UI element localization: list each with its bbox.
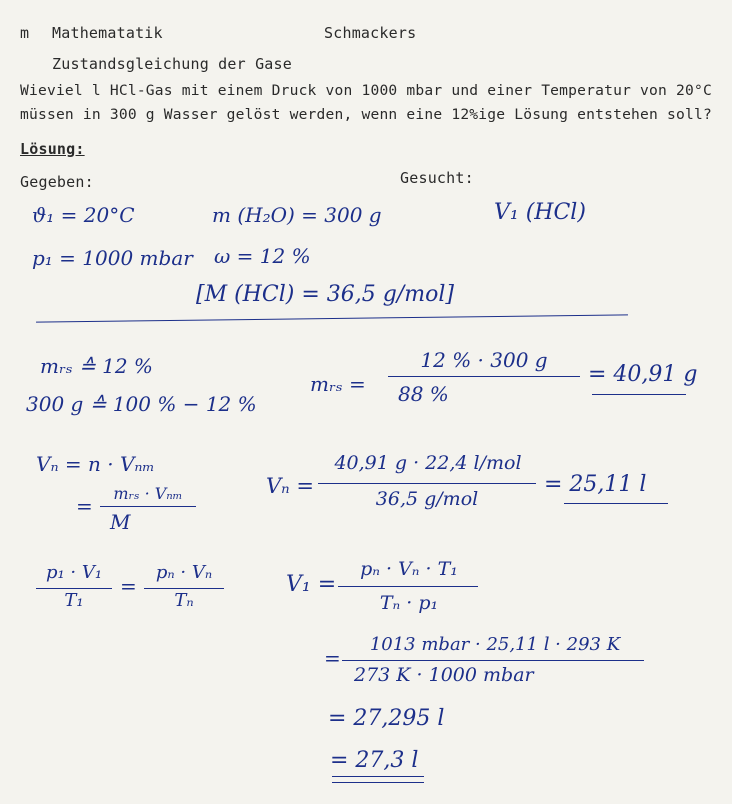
step1-left-line-2: 300 g ≙ 100 % − 12 % <box>26 392 257 416</box>
solution-label: Lösung: <box>20 140 85 158</box>
step1-lhs: mᵣₛ = <box>310 372 366 396</box>
step1-numerator: 12 % · 300 g <box>420 348 548 372</box>
step3-equals-2: = <box>324 646 341 670</box>
given-water-mass: m (H₂O) = 300 g <box>212 203 382 227</box>
step3-fraction-bar <box>338 586 478 587</box>
step2-numerator: 40,91 g · 22,4 l/mol <box>334 452 522 474</box>
step1-fraction-bar <box>388 376 580 377</box>
step3-left-numerator-2: pₙ · Vₙ <box>155 562 213 583</box>
given-pressure: p₁ = 1000 mbar <box>32 246 193 270</box>
step1-denominator: 88 % <box>398 382 449 406</box>
step3-denominator: Tₙ · p₁ <box>379 592 439 614</box>
step3-numerator: pₙ · Vₙ · T₁ <box>360 558 458 580</box>
question-line-1: Wieviel l HCl-Gas mit einem Druck von 1000 mbar und einer Temperatur von 20°C <box>20 82 712 99</box>
step2-lhs: Vₙ = <box>266 474 314 498</box>
subject-label: Mathematatik <box>52 24 163 42</box>
step3-left-fraction-bar-1 <box>36 588 112 589</box>
step3-fraction-bar-2 <box>342 660 644 661</box>
step2-result: = 25,11 l <box>544 472 647 497</box>
final-result-underline-1 <box>332 776 424 777</box>
step2-result-underline <box>564 503 668 504</box>
step3-left-denominator-1: T₁ <box>64 590 84 611</box>
given-mass-fraction: ω = 12 % <box>214 244 311 268</box>
step2-left-numerator: mᵣₛ · Vₙₘ <box>113 484 183 503</box>
step1-left-line-1: mᵣₛ ≙ 12 % <box>40 354 153 378</box>
step3-left-denominator-2: Tₙ <box>174 590 194 611</box>
topic-title: Zustandsgleichung der Gase <box>52 55 292 73</box>
step3-result-2: = 27,3 l <box>330 748 419 773</box>
sought-volume: V₁ (HCl) <box>494 200 586 225</box>
sought-label: Gesucht: <box>400 169 474 187</box>
given-molar-mass: [M (HCl) = 36,5 g/mol] <box>196 282 454 307</box>
step3-left-equals: = <box>120 574 137 598</box>
step3-left-fraction-bar-2 <box>144 588 224 589</box>
step1-result: = 40,91 g <box>588 362 698 387</box>
step2-left-eq: = <box>76 494 93 518</box>
separator-line <box>36 314 628 322</box>
step2-left-line-1: Vₙ = n · Vₙₘ <box>36 452 155 476</box>
page-marker: m <box>20 24 30 42</box>
step1-result-underline <box>592 394 686 395</box>
step3-lhs: V₁ = <box>286 572 337 597</box>
final-result-underline-2 <box>332 782 424 783</box>
step2-left-denominator: M <box>110 510 131 534</box>
given-theta1: ϑ₁ = 20°C <box>32 203 135 227</box>
step3-result-1: = 27,295 l <box>328 706 445 731</box>
step3-denominator-2: 273 K · 1000 mbar <box>354 664 534 686</box>
step2-left-fraction-bar <box>100 506 196 507</box>
given-label: Gegeben: <box>20 173 94 191</box>
step2-denominator: 36,5 g/mol <box>375 488 479 510</box>
step2-fraction-bar <box>318 483 536 484</box>
step3-numerator-2: 1013 mbar · 25,11 l · 293 K <box>369 634 621 655</box>
author-label: Schmackers <box>324 24 417 42</box>
question-line-2: müssen in 300 g Wasser gelöst werden, wenn eine 12%ige Lösung entstehen soll? <box>20 106 712 123</box>
step3-left-numerator-1: p₁ · V₁ <box>45 562 103 583</box>
